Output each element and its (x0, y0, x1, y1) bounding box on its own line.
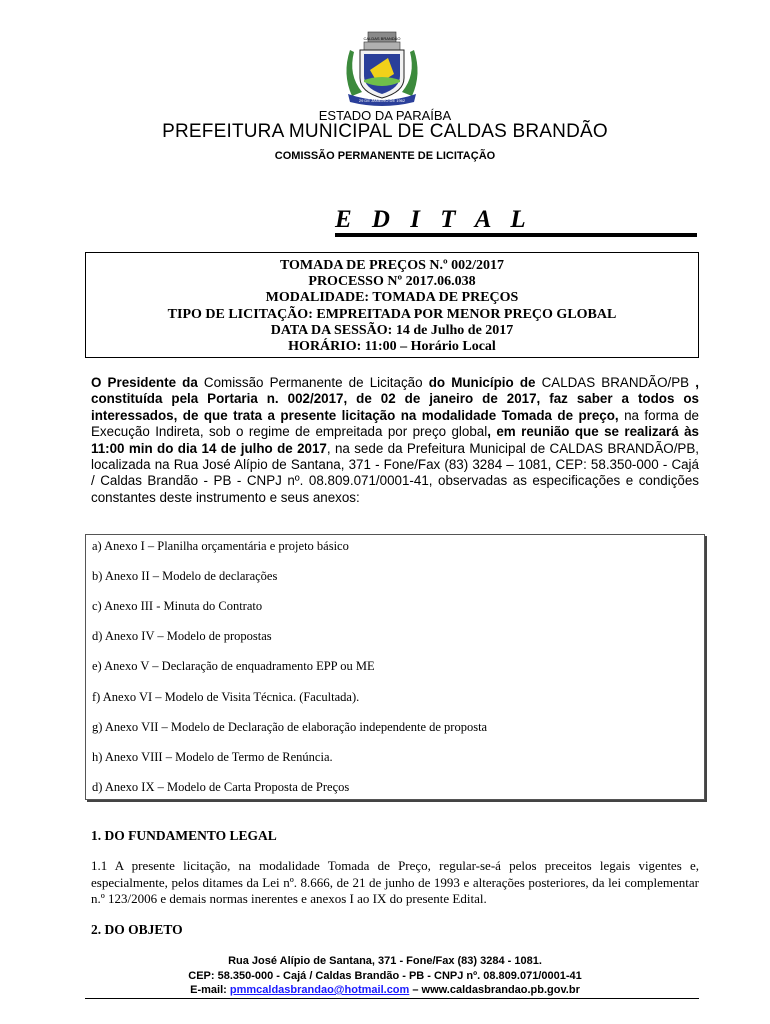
annex-item: f) Anexo VI – Modelo de Visita Técnica. (Facultada). (92, 690, 360, 704)
footer-cep: CEP: 58.350-000 - Cajá / Caldas Brandão - PB - CNPJ nº. 08.809.071/0001-41 (188, 969, 582, 982)
intro-bold-7: , em reunião que se realizará às 11:00 min do dia 14 de julho de 2017 (91, 424, 700, 456)
section-1-text: 1.1 A presente licitação, na modalidade Tomada de Preço, regular-se-á pelos preceitos legais vigentes e, especialmente, pelos ditames da Lei nº. 8.666, de 21 de junho de 1993 e alterações posteriores, da lei complementar n.º 123/2006 e demais normas inerentes e anexos I ao IX do presente Edital. (91, 858, 699, 906)
intro-bold-3: do Município de (428, 375, 536, 390)
info-line-horario: HORÁRIO: 11:00 – Horário Local (288, 339, 496, 355)
footer-rule (85, 998, 699, 999)
footer-separator: – (409, 984, 422, 996)
intro-bold-1: O Presidente da (91, 375, 198, 390)
annex-item: d) Anexo IV – Modelo de propostas (92, 629, 272, 643)
footer-site: www.caldasbrandao.pb.gov.br (421, 984, 580, 996)
document-title: E D I T A L (335, 206, 533, 233)
footer-contact (0, 983, 770, 998)
municipal-crest-icon (342, 30, 422, 108)
footer-email-label: E-mail: (190, 984, 230, 996)
annex-list-box (85, 534, 705, 800)
intro-text-2: Comissão Permanente de Licitação (197, 375, 429, 390)
annex-item: a) Anexo I – Planilha orçamentária e projeto básico (92, 539, 349, 553)
crest-top-text: CALDAS BRANDÃO (363, 36, 401, 41)
footer-address: Rua José Alípio de Santana, 371 - Fone/Fax (83) 3284 - 1081. (228, 955, 542, 967)
title-underline (335, 233, 697, 237)
annex-item: g) Anexo VII – Modelo de Declaração de elaboração independente de proposta (92, 720, 488, 734)
page-footer (0, 954, 770, 998)
intro-text-6: na forma de Execução Indireta, sob o regime de empreitada por preço global (91, 407, 699, 440)
crest-ribbon-text: 29 DE JANEIRO DE 1962 (358, 98, 406, 103)
section-1-title: 1. DO FUNDAMENTO LEGAL (91, 828, 277, 843)
info-line-tomada: TOMADA DE PREÇOS N.º 002/2017 (279, 258, 505, 273)
intro-text-8: , na sede da Prefeitura Municipal de CALDAS BRANDÃO/PB, localizada na Rua José Alípio de Santana, 371 - Fone/Fax (83) 3284 – 1081, CEP: 58.350-000 - Cajá / Caldas Brandão - PB - CNPJ nº. 08.809.071/0001-41, observadas as especificações e condições constantes deste instrumento e seus anexos: (91, 440, 699, 505)
state-name: ESTADO DA PARAÍBA (318, 108, 452, 123)
prefeitura-name: PREFEITURA MUNICIPAL DE CALDAS BRANDÃO (162, 121, 608, 142)
annex-item: c) Anexo III - Minuta do Contrato (92, 599, 263, 613)
annex-item: e) Anexo V – Declaração de enquadramento EPP ou ME (92, 659, 375, 673)
info-line-processo: PROCESSO Nº 2017.06.038 (308, 274, 476, 290)
intro-paragraph (91, 375, 699, 506)
info-line-data: DATA DA SESSÃO: 14 de Julho de 2017 (270, 322, 514, 338)
process-info-box (85, 252, 699, 358)
intro-bold-5: , constituída pela Portaria n. 002/2017, de 02 de janeiro de 2017, faz saber a todos os interessados, de que trata a presente licitação na modalidade Tomada de preço, (91, 375, 699, 423)
info-line-modalidade: MODALIDADE: TOMADA DE PREÇOS (265, 290, 519, 306)
intro-text-4: CALDAS BRANDÃO/PB (535, 375, 696, 390)
info-line-tipo: TIPO DE LICITAÇÃO: EMPREITADA POR MENOR PREÇO GLOBAL (167, 306, 617, 322)
footer-email-link[interactable]: pmmcaldasbrandao@hotmail.com (229, 984, 410, 996)
comissao-name: COMISSÃO PERMANENTE DE LICITAÇÃO (274, 150, 496, 162)
section-2-title: 2. DO OBJETO (91, 922, 183, 937)
annex-item: d) Anexo IX – Modelo de Carta Proposta de Preços (92, 780, 350, 794)
annex-item: h) Anexo VIII – Modelo de Termo de Renúncia. (92, 750, 333, 764)
annex-item: b) Anexo II – Modelo de declarações (92, 569, 278, 583)
